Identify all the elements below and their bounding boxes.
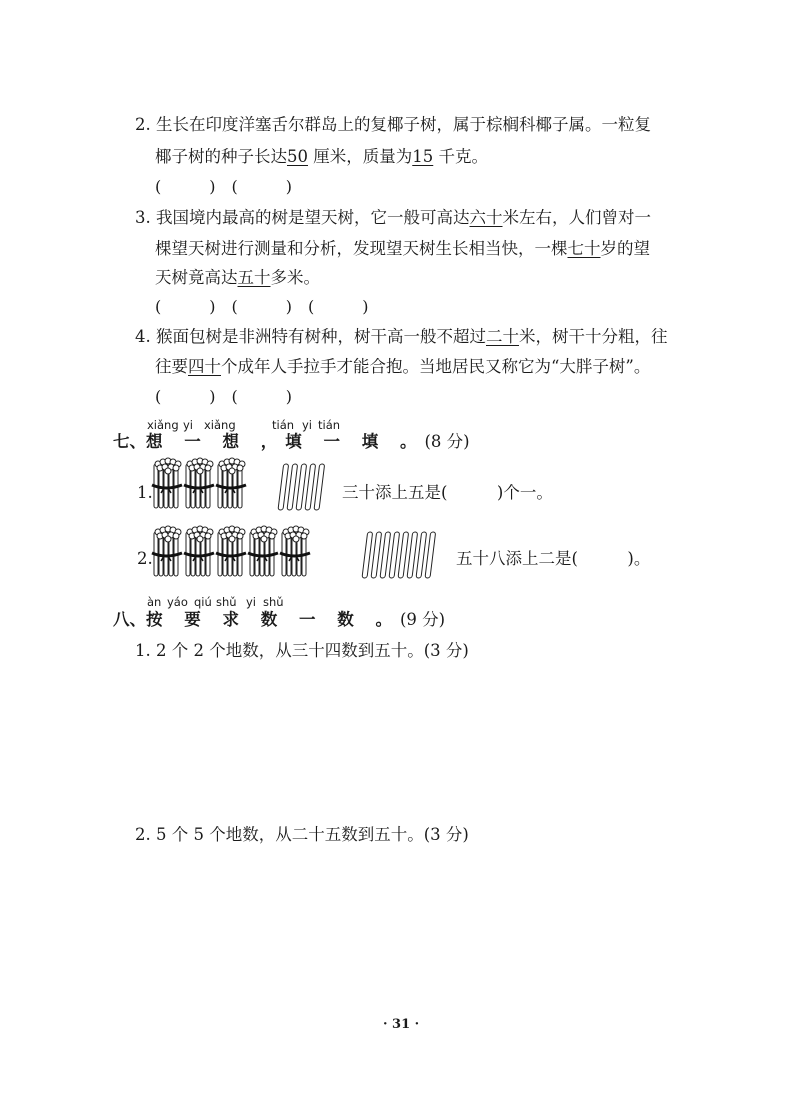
s7-item2-bundles-illustration: [152, 524, 462, 584]
stick-bundle: [184, 526, 214, 576]
q3-answer-blanks[interactable]: ( ) ( ) ( ): [155, 297, 369, 316]
q4-line-2: 往要四十个成年人手拉手才能合抱。当地居民又称它为“大胖子树”。: [155, 357, 651, 376]
pinyin: tián: [318, 418, 341, 432]
q3-underlined-1: 六十: [469, 208, 503, 227]
pinyin: yi: [246, 595, 257, 609]
stick-bundle: [248, 526, 278, 576]
pinyin: yáo: [167, 595, 188, 609]
stick-bundle: [280, 526, 310, 576]
stick-bundle: [152, 526, 182, 576]
q3-line-3: 天树竟高达五十多米。: [155, 268, 320, 287]
pinyin: tián: [272, 418, 295, 432]
loose-stick: [278, 464, 289, 510]
pinyin: shǔ: [216, 595, 237, 609]
q2-answer-blanks[interactable]: ( ) ( ): [155, 177, 292, 196]
s7-item2-number: 2.: [137, 549, 153, 568]
loose-stick: [371, 532, 382, 578]
pinyin: xiǎng: [204, 418, 236, 432]
pinyin: xiǎng: [147, 418, 179, 432]
q2-line-1: 2. 生长在印度洋塞舌尔群岛上的复椰子树，属于棕榈科椰子属。一粒复: [135, 115, 651, 134]
section8-title: 八、按 要 求 数 一 数 。(9 分): [113, 610, 446, 629]
loose-stick: [389, 532, 400, 578]
q3-underlined-2: 七十: [567, 239, 601, 258]
q4-line-1: 4. 猴面包树是非洲特有树种，树干高一般不超过二十米，树干十分粗，往: [135, 327, 668, 346]
s7-item1-text: 三十添上五是( )个一。: [342, 483, 553, 502]
pinyin: yi: [183, 418, 194, 432]
loose-stick: [296, 464, 307, 510]
q4-answer-blanks[interactable]: ( ) ( ): [155, 387, 292, 406]
stick-bundle: [184, 458, 214, 508]
s7-item1-number: 1.: [137, 483, 153, 502]
q2-line-2: 椰子树的种子长达50 厘米，质量为15 千克。: [155, 147, 488, 166]
s8-item1-text: 1. 2 个 2 个地数，从三十四数到五十。(3 分): [135, 641, 469, 660]
loose-stick: [305, 464, 316, 510]
loose-stick: [362, 532, 373, 578]
q4-underlined-1: 二十: [486, 327, 519, 346]
s7-item2-text: 五十八添上二是( )。: [456, 549, 651, 568]
s8-item2-text: 2. 5 个 5 个地数，从二十五数到五十。(3 分): [135, 825, 469, 844]
loose-stick: [380, 532, 391, 578]
loose-stick: [407, 532, 418, 578]
pinyin: shǔ: [263, 595, 284, 609]
section7-title: 七、想 一 想 ，填 一 填 。(8 分): [113, 432, 470, 451]
q3-line-1: 3. 我国境内最高的树是望天树，它一般可高达六十米左右，人们曾对一: [135, 208, 651, 227]
q3-underlined-3: 五十: [237, 268, 271, 287]
loose-stick: [398, 532, 409, 578]
q4-underlined-2: 四十: [188, 357, 221, 376]
stick-bundle: [216, 526, 246, 576]
q3-line-2: 棵望天树进行测量和分析，发现望天树生长相当快，一棵七十岁的望: [155, 239, 650, 258]
stick-bundle: [216, 458, 246, 508]
loose-stick: [416, 532, 427, 578]
pinyin: àn: [147, 595, 162, 609]
loose-stick: [314, 464, 325, 510]
loose-stick: [425, 532, 436, 578]
page-number: · 31 ·: [383, 1017, 420, 1032]
q2-underlined-2: 15: [412, 147, 434, 166]
q2-underlined-1: 50: [287, 147, 308, 166]
loose-stick: [287, 464, 298, 510]
pinyin: yi: [302, 418, 313, 432]
pinyin: qiú: [194, 595, 212, 609]
stick-bundle: [152, 458, 182, 508]
s7-item1-bundles-illustration: [152, 458, 352, 514]
